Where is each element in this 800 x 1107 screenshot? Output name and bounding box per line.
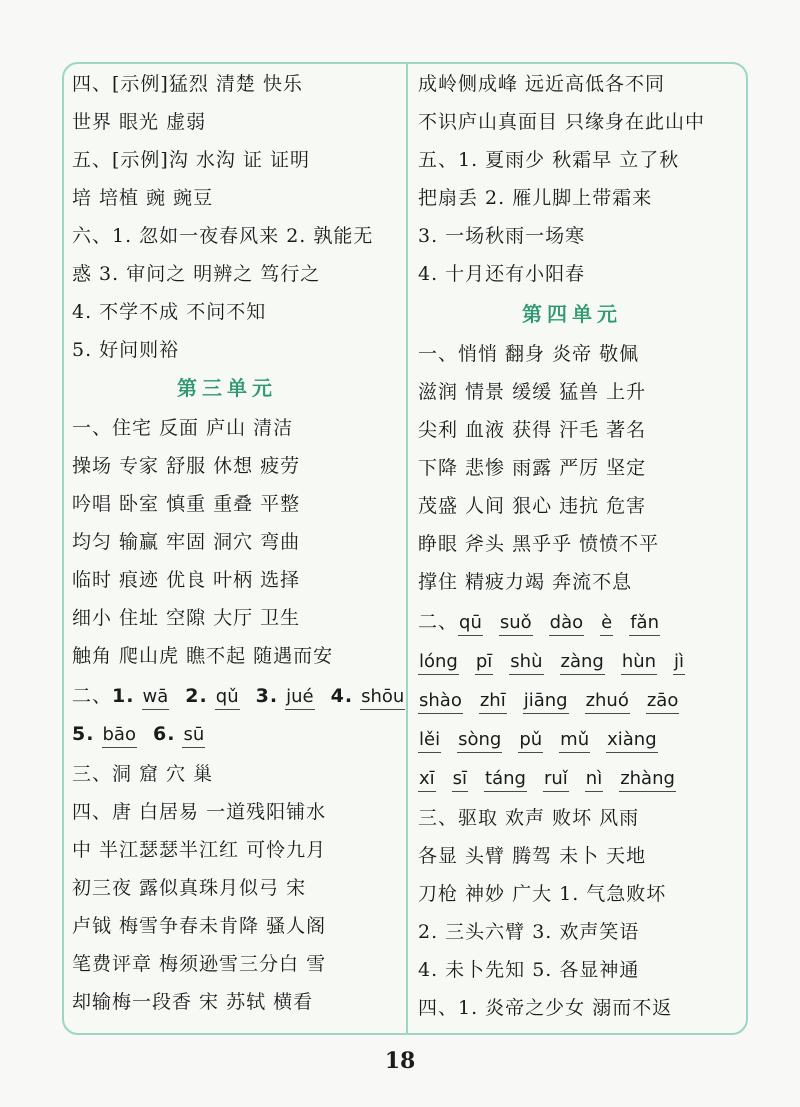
text-line: 五、[示例]沟 水沟 证 证明 (72, 149, 310, 171)
text-line: 2. 三头六臂 3. 欢声笑语 (418, 921, 640, 943)
text-line: 4. 十月还有小阳春 (418, 263, 586, 285)
text-line: 笔费评章 梅须逊雪三分白 雪 (72, 953, 327, 975)
pinyin-answer: è (600, 611, 613, 636)
text-line: 触角 爬山虎 瞧不起 随遇而安 (72, 645, 334, 667)
text-line: 六、1. 忽如一夜春风来 2. 孰能无 (72, 225, 374, 247)
pinyin-answer: qū (458, 611, 483, 636)
pinyin-answer: zhī (479, 689, 507, 714)
text-line: 不识庐山真面目 只缘身在此山中 (418, 111, 706, 133)
text-line: 临时 痕迹 优良 叶柄 选择 (72, 569, 301, 591)
text-line: 4. 不学不成 不问不知 (72, 301, 267, 323)
pinyin-answer: jué (285, 685, 314, 710)
text-line: 茂盛 人间 狠心 违抗 危害 (418, 495, 647, 517)
item-number: 1. (112, 685, 135, 707)
item-number: 4. (330, 685, 354, 707)
pinyin-row (418, 610, 660, 636)
text-line: 3. 一场秋雨一场寒 (418, 225, 586, 247)
text-line: 四、[示例]猛烈 清楚 快乐 (72, 73, 303, 95)
text-line: 一、住宅 反面 庐山 清洁 (72, 417, 294, 439)
text-line: 4. 未卜先知 5. 各显神通 (418, 959, 640, 981)
text-line: 滋润 情景 缓缓 猛兽 上升 (418, 381, 647, 403)
text-line: 尖利 血液 获得 汗毛 著名 (418, 419, 647, 441)
text-line: 四、1. 炎帝之少女 溺而不返 (418, 997, 673, 1019)
pinyin-row (72, 684, 405, 710)
text-line: 均匀 输赢 牢固 洞穴 弯曲 (72, 531, 301, 553)
text-line: 刀枪 神妙 广大 1. 气急败坏 (418, 883, 667, 905)
item-number: 二、 (418, 611, 459, 633)
text-line: 五、1. 夏雨少 秋霜早 立了秋 (418, 149, 680, 171)
pinyin-row (418, 766, 676, 792)
text-line: 吟唱 卧室 慎重 重叠 平整 (72, 493, 301, 515)
text-line: 一、悄悄 翻身 炎帝 敬佩 (418, 343, 640, 365)
pinyin-answer: bāo (102, 723, 137, 748)
pinyin-answer: ruǐ (543, 767, 569, 792)
pinyin-answer: fǎn (629, 611, 660, 636)
item-number: 3. (255, 685, 279, 707)
text-line: 5. 好问则裕 (72, 339, 180, 361)
text-line: 培 培植 豌 豌豆 (72, 187, 214, 209)
pinyin-answer: xī (418, 767, 436, 792)
item-number: 2. (185, 685, 208, 707)
pinyin-answer: táng (484, 767, 527, 792)
pinyin-answer: sī (452, 767, 468, 792)
unit-title-4: 第四单元 (522, 302, 622, 326)
pinyin-answer: nì (585, 767, 603, 792)
pinyin-answer: wā (142, 685, 170, 710)
pinyin-answer: zāo (646, 689, 680, 714)
pinyin-answer: lóng (418, 650, 459, 675)
pinyin-answer: sū (182, 723, 205, 748)
pinyin-answer: jiāng (523, 689, 569, 714)
pinyin-row (72, 722, 205, 748)
text-line: 四、唐 白居易 一道残阳铺水 (72, 801, 327, 823)
pinyin-row (418, 649, 685, 675)
item-number: 6. (152, 723, 176, 745)
text-line: 各显 头臂 腾驾 未卜 天地 (418, 845, 647, 867)
text-line: 撑住 精疲力竭 奔流不息 (418, 571, 633, 593)
pinyin-answer: shōu (360, 685, 405, 710)
page-number: 18 (384, 1048, 416, 1074)
pinyin-row (418, 688, 679, 714)
pinyin-answer: zhàng (619, 767, 676, 792)
pinyin-answer: xiàng (606, 728, 658, 753)
pinyin-answer: dào (549, 611, 584, 636)
text-line: 初三夜 露似真珠月似弓 宋 (72, 877, 307, 899)
pinyin-answer: pǔ (518, 728, 543, 753)
pinyin-answer: qǔ (215, 685, 240, 710)
text-line: 成岭侧成峰 远近高低各不同 (418, 73, 666, 95)
pinyin-row (418, 727, 658, 753)
pinyin-answer: sòng (457, 728, 502, 753)
column-divider (406, 64, 408, 1033)
pinyin-answer: zhuó (585, 689, 630, 714)
pinyin-answer: shù (509, 650, 543, 675)
pinyin-answer: shào (418, 689, 463, 714)
text-line: 中 半江瑟瑟半江红 可怜九月 (72, 839, 327, 861)
text-line: 操场 专家 舒服 休想 疲劳 (72, 455, 301, 477)
text-line: 世界 眼光 虚弱 (72, 111, 207, 133)
text-line: 卢钺 梅雪争春未肯降 骚人阁 (72, 915, 327, 937)
text-line: 却输梅一段香 宋 苏轼 横看 (72, 991, 314, 1013)
pinyin-answer: mǔ (559, 728, 590, 753)
text-line: 细小 住址 空隙 大厅 卫生 (72, 607, 301, 629)
pinyin-answer: pī (475, 650, 493, 675)
pinyin-answer: jì (673, 650, 685, 675)
pinyin-answer: lěi (418, 728, 441, 753)
item-number: 二、 (72, 685, 113, 707)
text-line: 把扇丢 2. 雁儿脚上带霜来 (418, 187, 653, 209)
text-line: 下降 悲惨 雨露 严厉 坚定 (418, 457, 647, 479)
text-line: 睁眼 斧头 黑乎乎 愤愤不平 (418, 533, 660, 555)
pinyin-answer: suǒ (499, 611, 533, 636)
item-number: 5. (72, 723, 95, 745)
text-line: 三、洞 窟 穴 巢 (72, 763, 214, 785)
unit-title-3: 第三单元 (177, 376, 277, 400)
text-line: 三、驱取 欢声 败坏 风雨 (418, 807, 640, 829)
pinyin-answer: zàng (560, 650, 605, 675)
text-line: 惑 3. 审问之 明辨之 笃行之 (72, 263, 321, 285)
pinyin-answer: hùn (621, 650, 657, 675)
